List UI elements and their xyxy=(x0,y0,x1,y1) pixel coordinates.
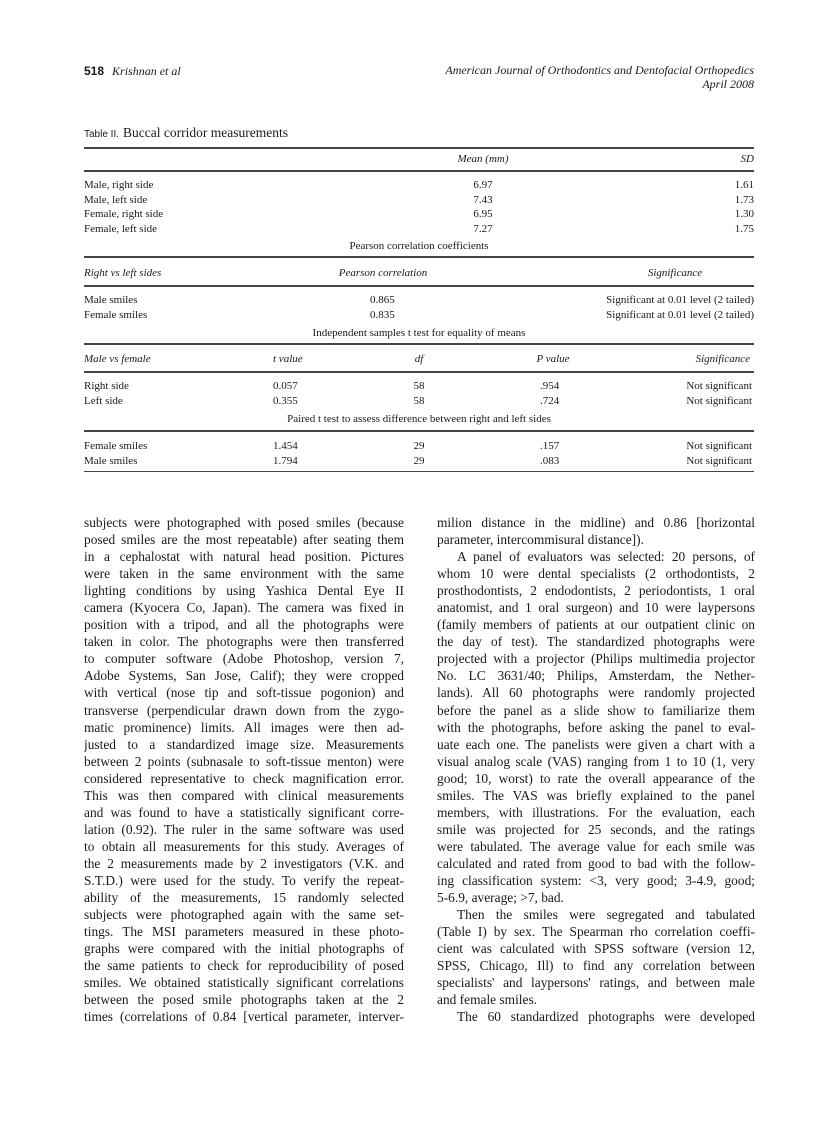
text-line: lation (0.92). The ruler in the same software was used xyxy=(84,821,404,837)
running-header-left xyxy=(84,62,181,80)
table-cell: Left side xyxy=(84,394,123,407)
text-line: Then the smiles were segregated and tabulated xyxy=(457,907,755,923)
text-line: and female smiles. xyxy=(437,992,538,1008)
table-cell: Not significant xyxy=(686,440,752,452)
text-line: The 60 standardized photographs were developed xyxy=(457,1009,755,1025)
text-line: considered representative to check magnification error. xyxy=(84,770,404,786)
column-header: df xyxy=(414,353,424,365)
text-line: before the panel as a slide show to familiarize them xyxy=(437,702,755,718)
table-rule xyxy=(84,430,754,432)
section-caption: Paired t test to assess difference between right and left sides xyxy=(287,413,551,425)
text-line: justed to a standardized image size. Measurements xyxy=(84,736,404,752)
column-header: P value xyxy=(536,353,570,365)
table-cell: 7.43 xyxy=(473,193,493,206)
column-header: Right vs left sides xyxy=(84,267,162,279)
table-rule xyxy=(84,343,754,345)
body-column-left xyxy=(84,514,404,1025)
table-cell: 7.27 xyxy=(473,222,493,235)
table-cell: 6.95 xyxy=(473,208,493,220)
table-cell: 1.61 xyxy=(734,179,754,191)
table-cell: Female smiles xyxy=(84,440,148,452)
text-line: ing classification system: <3, very good; 3-4.9, good; xyxy=(437,872,755,888)
text-line: S.T.D.) were used for the study. To verify the repeat- xyxy=(84,872,404,888)
text-line: whom 10 were dental specialists (2 orthodontists, 2 xyxy=(437,566,755,582)
table-cell: Significant at 0.01 level (2 tailed) xyxy=(606,294,754,306)
text-line: times (correlations of 0.84 [vertical parameter, interver- xyxy=(84,1009,404,1025)
text-line: parameter, intercommisural distance]). xyxy=(437,532,644,548)
table-cell: .083 xyxy=(540,454,560,467)
caption-text: Independent samples t test for equality of means xyxy=(312,327,526,339)
table-cell: .157 xyxy=(540,440,560,452)
text-line: the 2 measurements made by 2 investigators (V.K. and xyxy=(84,855,404,871)
text-line: Adobe Systems, San Jose, Calif); they were cropped xyxy=(84,668,404,684)
text-line: with the photographs, before asking the panel to eval- xyxy=(437,719,755,735)
column-header: Pearson correlation xyxy=(338,267,428,279)
table-label: Table II. xyxy=(84,129,120,140)
text-line: and was found to have a statistically significant corre- xyxy=(84,804,404,820)
text-line: the day of test). The standardized photographs were xyxy=(437,634,755,650)
text-line: good; 10, worst) to rate the overall appearance of the xyxy=(437,770,755,786)
table-cell: Not significant xyxy=(686,380,752,392)
table-cell: 6.97 xyxy=(473,179,493,191)
table-cell: Not significant xyxy=(686,394,752,407)
text-line: transverse (perpendicular drawn down from the zygo- xyxy=(84,702,404,718)
table-cell: 0.057 xyxy=(273,380,298,392)
text-line: the same patients to check for reproducibility of posed xyxy=(84,958,404,974)
text-line: with vertical (nose tip and soft-tissue pogonion) and xyxy=(84,685,404,701)
table-cell: 1.73 xyxy=(734,193,754,206)
table-cell: 1.454 xyxy=(273,440,298,452)
table-cell: Not significant xyxy=(686,454,752,467)
table-rule xyxy=(84,285,754,287)
table-cell: 1.794 xyxy=(273,454,298,467)
text-line: cient was calculated with SPSS software (version 12, xyxy=(437,941,755,957)
column-header: Mean (mm) xyxy=(457,153,509,165)
table-title xyxy=(84,124,288,142)
text-line: to computer software (Adobe Photoshop, version 7, xyxy=(84,651,404,667)
text-line: calculated and rated from good to bad with the follow- xyxy=(437,855,755,871)
text-line: between the posed smile photographs taken at the 2 xyxy=(84,992,404,1008)
column-header: SD xyxy=(740,153,754,165)
table-cell: 0.835 xyxy=(370,308,395,321)
text-line: posed smiles are the most repeatable) after seating them xyxy=(84,532,404,548)
table-cell: 1.75 xyxy=(734,222,754,235)
table-cell: Right side xyxy=(84,380,129,392)
section-caption: Pearson correlation coefficients xyxy=(349,240,489,252)
text-line: subjects were photographed again with the same set- xyxy=(84,907,404,923)
text-line: lighting conditions by using Yashica Dental Eye II xyxy=(84,583,404,599)
text-line: were taken in the same environment with the same xyxy=(84,566,404,582)
table-cell: 58 xyxy=(413,394,425,407)
table-cell: 29 xyxy=(413,454,425,467)
text-line: matic prominence) limits. All images were then ad- xyxy=(84,719,404,735)
text-line: This was then compared with clinical measurements xyxy=(84,787,404,803)
text-line: No. LC 3631/40; Philips, Amsterdam, the Nether- xyxy=(437,668,755,684)
text-line: 5-6.9, average; >7, bad. xyxy=(437,890,564,906)
table-cell: 1.30 xyxy=(734,208,754,220)
table-cell: Female, right side xyxy=(84,208,164,220)
table-cell: .724 xyxy=(540,394,560,407)
text-line: smile was projected for 25 seconds, and the ratings xyxy=(437,821,755,837)
text-line: position with a tripod, and all the photographs were xyxy=(84,617,404,633)
text-line: (family members of patients at our outpatient clinic on xyxy=(437,617,755,633)
table-cell: Male smiles xyxy=(84,454,138,467)
table-cell: .954 xyxy=(540,380,560,392)
column-header: Male vs female xyxy=(84,353,151,365)
text-line: visual analog scale (VAS) ranging from 1 to 10 (1, very xyxy=(437,753,755,769)
table-cell: Male, left side xyxy=(84,193,148,206)
table-rule xyxy=(84,371,754,373)
text-line: projected with a projector (Philips multimedia projector xyxy=(437,651,755,667)
table-cell: Male, right side xyxy=(84,179,154,191)
table-rule xyxy=(84,471,754,472)
text-line: SPSS, Chicago, Ill) to find any correlation between xyxy=(437,958,755,974)
section-caption xyxy=(313,327,526,340)
text-line: specialists' and laypersons' ratings, and between male xyxy=(437,975,755,991)
table-cell: Female smiles xyxy=(84,308,148,321)
text-line: prosthodontists, 2 endodontists, 2 periodontists, 1 oral xyxy=(437,583,755,599)
text-line: subjects were photographed with posed smiles (because xyxy=(84,515,404,530)
table-cell: Significant at 0.01 level (2 tailed) xyxy=(606,308,754,321)
text-line: ability of the measurements, 15 randomly selected xyxy=(84,890,404,906)
page-number: 518 xyxy=(84,64,105,78)
text-line: smiles. We obtained statistically significant correlations xyxy=(84,975,404,991)
text-line: anatomist, and 1 oral surgeon) and 10 were laypersons xyxy=(437,600,755,616)
column-header: Significance xyxy=(647,267,703,279)
body-column-right xyxy=(437,514,755,1025)
text-line: camera (Kyocera Co, Japan). The camera was fixed in xyxy=(84,600,404,616)
text-line: smiles. The VAS was briefly explained to the panel xyxy=(437,787,755,803)
text-line: taken in color. The photographs were then transferred xyxy=(84,634,404,650)
table-cell: 58 xyxy=(413,380,425,392)
column-header: t value xyxy=(273,353,303,365)
text-line: between 2 points (subnasale to soft-tissue menton) were xyxy=(84,753,404,769)
text-line: milion distance in the midline) and 0.86 [horizontal xyxy=(437,515,755,530)
table-caption: Buccal corridor measurements xyxy=(123,125,288,140)
text-line: (Table I) by sex. The Spearman rho correlation coeffi- xyxy=(437,924,755,940)
text-line: graphs were compared with the initial photographs of xyxy=(84,941,404,957)
text-line: to obtain all measurements for this study. Averages of xyxy=(84,838,404,854)
journal-name: American Journal of Orthodontics and Dentofacial Orthopedics xyxy=(445,63,754,77)
table-rule xyxy=(84,170,754,172)
table-cell: Female, left side xyxy=(84,222,158,235)
authors: Krishnan et al xyxy=(112,64,181,78)
text-line: lands). All 60 photographs were randomly projected xyxy=(437,685,755,701)
text-line: uate each one. The panelists were given a chart with a xyxy=(437,736,755,752)
table-cell: 0.865 xyxy=(370,294,395,306)
issue-date: April 2008 xyxy=(702,77,754,91)
text-line: tings. The MSI parameters measured in these photo- xyxy=(84,924,404,940)
table-cell: 29 xyxy=(413,440,425,452)
text-line: were tabulated. The average value for each smile was xyxy=(437,838,755,854)
table-cell: 0.355 xyxy=(273,394,298,407)
table-rule xyxy=(84,256,754,258)
text-line: members, with illustrations. For the evaluation, each xyxy=(437,804,755,820)
table-rule xyxy=(84,147,754,149)
table-cell: Male smiles xyxy=(84,294,138,306)
column-header: Significance xyxy=(695,353,750,365)
text-line: A panel of evaluators was selected: 20 persons, of xyxy=(457,549,755,565)
text-line: in a cephalostat with natural head position. Pictures xyxy=(84,549,404,565)
